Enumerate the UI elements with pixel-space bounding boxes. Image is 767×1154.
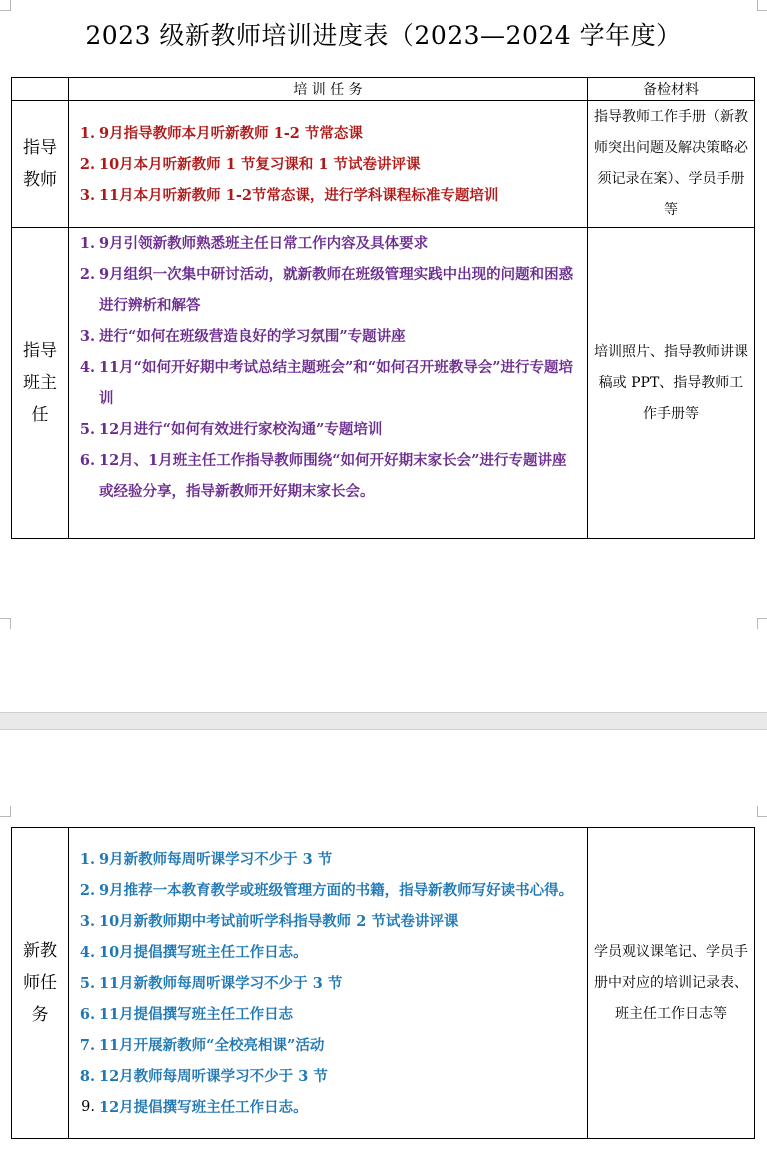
- task-item: 4. 11月“如何开好期中考试总结主题班会”和“如何召开班教导会”进行专题培训: [79, 359, 574, 407]
- training-schedule-table: [11, 77, 755, 539]
- page-corner-mark: [757, 806, 767, 817]
- header-materials: 备检材料: [588, 78, 755, 101]
- task-item: 5. 12月进行“如何有效进行家校沟通”专题培训: [79, 421, 383, 438]
- table-header-row: [12, 78, 755, 101]
- section-tasks: [69, 101, 588, 228]
- section-tasks: [69, 228, 588, 539]
- section-label: 指导班主任: [12, 228, 69, 539]
- document-title: 2023 级新教师培训进度表（2023—2024 学年度）: [85, 21, 682, 50]
- section-label: 指导教师: [12, 101, 69, 228]
- task-item: 1. 9月指导教师本月听新教师 1-2 节常态课: [79, 124, 363, 142]
- section-materials: 培训照片、指导教师讲课稿或 PPT、指导教师工作手册等: [588, 228, 755, 539]
- section-label: 新教师任务: [12, 828, 69, 1139]
- page-break-gap: [0, 712, 767, 730]
- page-corner-mark: [757, 618, 767, 629]
- page-corner-mark: [0, 0, 11, 11]
- page-corner-mark: [0, 806, 11, 817]
- section-row-mentor-head-teacher: [12, 228, 755, 539]
- task-item: 9. 12月提倡撰写班主任工作日志。: [81, 1098, 308, 1116]
- section-row-mentor-teacher: [12, 101, 755, 228]
- task-item: 4. 10月提倡撰写班主任工作日志。: [79, 943, 308, 961]
- task-item: 2. 9月推荐一本教育教学或班级管理方面的书籍，指导新教师写好读书心得。: [79, 881, 574, 899]
- task-item: 2. 10月本月听新教师 1 节复习课和 1 节试卷讲评课: [79, 155, 421, 173]
- task-item: 1. 9月新教师每周听课学习不少于 3 节: [79, 850, 333, 868]
- task-item: 8. 12月教师每周听课学习不少于 3 节: [79, 1067, 328, 1085]
- task-item: 6. 11月提倡撰写班主任工作日志: [79, 1005, 294, 1023]
- task-item: 3. 进行“如何在班级营造良好的学习氛围”专题讲座: [79, 328, 406, 345]
- task-item: 2. 9月组织一次集中研讨活动，就新教师在班级管理实践中出现的问题和困惑进行辨析和解答: [79, 266, 574, 314]
- task-item: 7. 11月开展新教师“全校亮相课”活动: [79, 1036, 325, 1054]
- task-item: 3. 10月新教师期中考试前听学科指导教师 2 节试卷讲评课: [79, 912, 459, 930]
- section-row-new-teacher-tasks: [12, 828, 755, 1139]
- training-schedule-table-continued: [11, 827, 755, 1139]
- section-tasks: [69, 828, 588, 1139]
- task-item: 3. 11月本月听新教师 1-2节常态课，进行学科课程标准专题培训: [79, 186, 499, 204]
- task-item: 6. 12月、1月班主任工作指导教师围绕“如何开好期末家长会”进行专题讲座或经验分享，指导新教师开好期末家长会。: [79, 452, 567, 500]
- section-materials: 指导教师工作手册（新教师突出问题及解决策略必须记录在案）、学员手册等: [588, 101, 755, 228]
- page-corner-mark: [0, 618, 11, 629]
- task-item: 1. 9月引领新教师熟悉班主任日常工作内容及具体要求: [79, 235, 429, 252]
- header-task: 培 训 任 务: [69, 78, 588, 101]
- section-materials: 学员观议课笔记、学员手册中对应的培训记录表、班主任工作日志等: [588, 828, 755, 1139]
- header-blank-cell: [12, 78, 69, 101]
- page-corner-mark: [757, 0, 767, 11]
- task-item: 5. 11月新教师每周听课学习不少于 3 节: [79, 974, 343, 992]
